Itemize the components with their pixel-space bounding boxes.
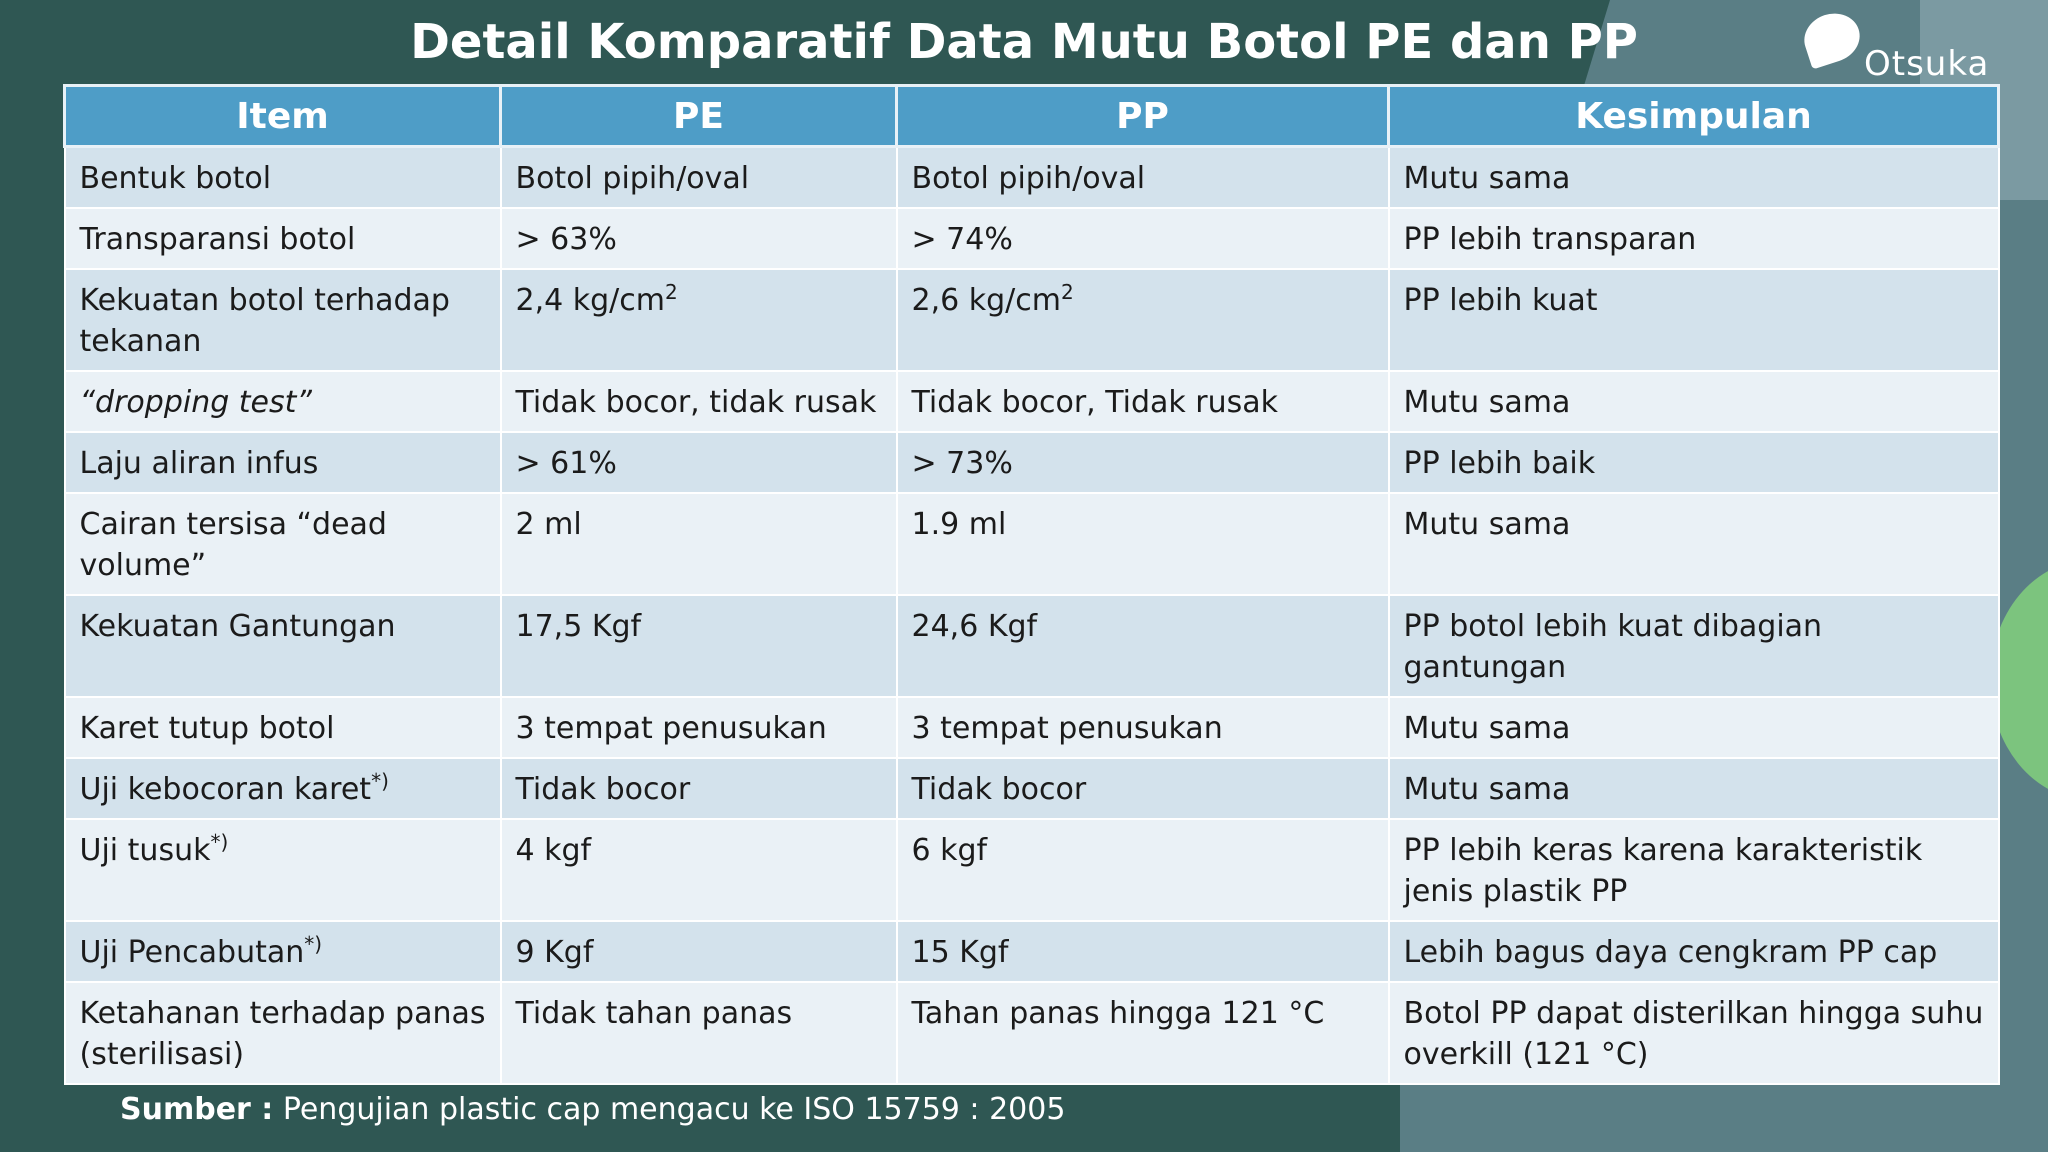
table-row (65, 982, 1999, 1084)
cell-pp: Tidak bocor, Tidak rusak (897, 371, 1389, 432)
cell-item: Laju aliran infus (65, 432, 501, 493)
cell-pe: 3 tempat penusukan (501, 697, 897, 758)
table-row (65, 147, 1999, 209)
cell-kesimpulan: Mutu sama (1389, 371, 1999, 432)
cell-pp: 24,6 Kgf (897, 595, 1389, 697)
superscript: 2 (1061, 280, 1074, 304)
cell-pe: Tidak tahan panas (501, 982, 897, 1084)
cell-kesimpulan: Botol PP dapat disterilkan hingga suhu overkill (121 °C) (1389, 982, 1999, 1084)
source-note (120, 1086, 1065, 1134)
comparison-table (63, 84, 2000, 1085)
cell-pp: Tahan panas hingga 121 °C (897, 982, 1389, 1084)
cell-item: Bentuk botol (65, 147, 501, 209)
cell-item: Karet tutup botol (65, 697, 501, 758)
cell-pp: 3 tempat penusukan (897, 697, 1389, 758)
cell-item: Kekuatan Gantungan (65, 595, 501, 697)
cell-pe: > 61% (501, 432, 897, 493)
cell-pe: 2,4 $kg/cm^2$ (501, 269, 897, 371)
cell-item: Cairan tersisa “dead volume” (65, 493, 501, 595)
footnote-mark: *) (371, 769, 389, 793)
table-header-row (65, 86, 1999, 147)
table-row (65, 595, 1999, 697)
cell-item: Ketahanan terhadap panas (sterilisasi) (65, 982, 501, 1084)
header-item: Item (65, 86, 501, 147)
table-row (65, 208, 1999, 269)
logo-mark-icon (1798, 7, 1866, 70)
cell-pe: Tidak bocor, tidak rusak (501, 371, 897, 432)
cell-pe: 2 ml (501, 493, 897, 595)
comparison-table-container (63, 84, 1997, 1072)
cell-pe: Tidak bocor (501, 758, 897, 819)
table-row (65, 371, 1999, 432)
cell-pe: > 63% (501, 208, 897, 269)
table-row (65, 819, 1999, 921)
table-row (65, 758, 1999, 819)
cell-pp: 2,6 $kg/cm^2$ (897, 269, 1389, 371)
logo-text: Otsuka (1864, 44, 1990, 84)
cell-pp: 1.9 ml (897, 493, 1389, 595)
cell-item: Uji kebocoran karet*) (65, 758, 501, 819)
slide-title: Detail Komparatif Data Mutu Botol PE dan PP (410, 14, 1638, 70)
cell-kesimpulan: PP lebih kuat (1389, 269, 1999, 371)
footnote-mark: *) (304, 932, 323, 956)
cell-item: Uji Pencabutan*) (65, 921, 501, 982)
cell-pe: 9 Kgf (501, 921, 897, 982)
table-row (65, 921, 1999, 982)
cell-pp: 15 Kgf (897, 921, 1389, 982)
source-label: Sumber : (120, 1092, 274, 1127)
footnote-mark: *) (210, 830, 229, 854)
table-row (65, 697, 1999, 758)
header-pe: PE (501, 86, 897, 147)
cell-pp: 6 kgf (897, 819, 1389, 921)
table-row (65, 269, 1999, 371)
cell-item: Transparansi botol (65, 208, 501, 269)
header-pp: PP (897, 86, 1389, 147)
table-row (65, 432, 1999, 493)
superscript: 2 (665, 280, 678, 304)
cell-pp: > 73% (897, 432, 1389, 493)
source-text: Pengujian plastic cap mengacu ke ISO 15759 : 2005 (282, 1092, 1066, 1127)
header-kesimpulan: Kesimpulan (1389, 86, 1999, 147)
cell-item: Kekuatan botol terhadap tekanan (65, 269, 501, 371)
cell-pe: 17,5 Kgf (501, 595, 897, 697)
cell-pp: > 74% (897, 208, 1389, 269)
cell-item: “dropping test” (65, 371, 501, 432)
cell-pe: 4 kgf (501, 819, 897, 921)
cell-kesimpulan: Lebih bagus daya cengkram PP cap (1389, 921, 1999, 982)
cell-kesimpulan: Mutu sama (1389, 493, 1999, 595)
cell-kesimpulan: Mutu sama (1389, 758, 1999, 819)
cell-kesimpulan: PP lebih baik (1389, 432, 1999, 493)
otsuka-logo (1800, 10, 2000, 90)
cell-pp: Botol pipih/oval (897, 147, 1389, 209)
cell-kesimpulan: Mutu sama (1389, 147, 1999, 209)
table-row (65, 493, 1999, 595)
cell-pe: Botol pipih/oval (501, 147, 897, 209)
cell-kesimpulan: PP lebih keras karena karakteristik jenis plastik PP (1389, 819, 1999, 921)
cell-kesimpulan: Mutu sama (1389, 697, 1999, 758)
cell-pp: Tidak bocor (897, 758, 1389, 819)
cell-item: Uji tusuk*) (65, 819, 501, 921)
cell-kesimpulan: PP botol lebih kuat dibagian gantungan (1389, 595, 1999, 697)
cell-kesimpulan: PP lebih transparan (1389, 208, 1999, 269)
